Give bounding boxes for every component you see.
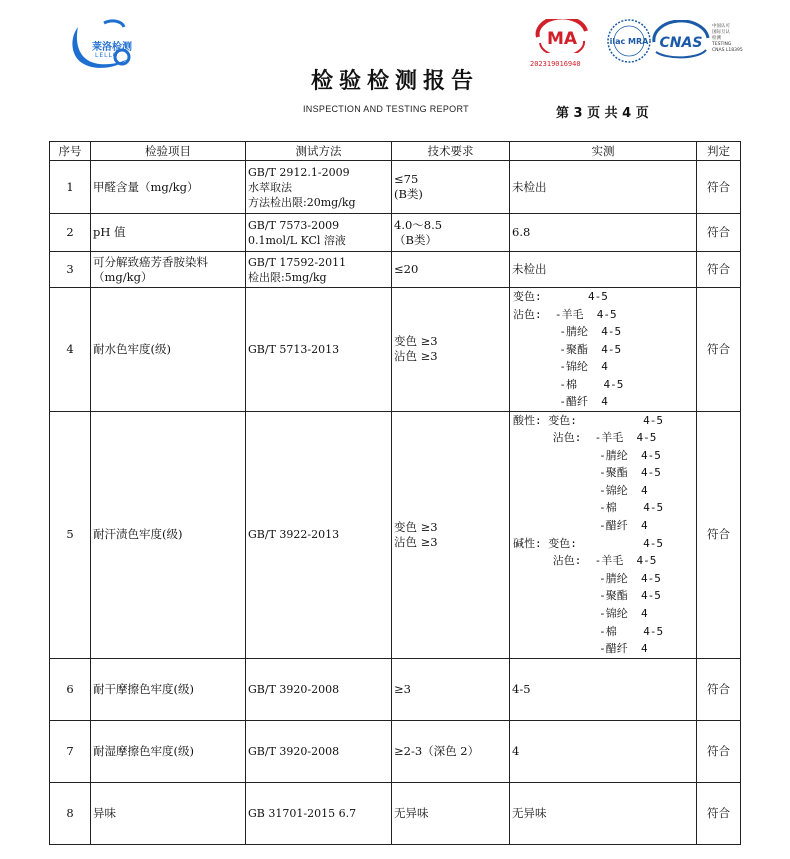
col-header-item: 检验项目 — [91, 142, 246, 161]
row-method — [246, 720, 392, 782]
row-method — [246, 161, 392, 214]
item-line: 耐干摩擦色牢度(级) — [93, 681, 194, 696]
item-line: 异味 — [93, 805, 116, 820]
table-row — [50, 161, 741, 214]
requirement-line: ≥2-3（深色 2） — [394, 743, 480, 758]
row-method — [246, 782, 392, 844]
table-row — [50, 720, 741, 782]
requirement-line: 变色 ≥3 — [394, 519, 438, 534]
col-header-requirement: 技术要求 — [392, 142, 510, 161]
row-method — [246, 288, 392, 412]
cnas-icon — [652, 20, 710, 62]
row-requirement — [392, 720, 510, 782]
item-line: 耐汗渍色牢度(级) — [93, 527, 183, 542]
row-no: 1 — [50, 161, 91, 214]
result-line: -腈纶 4-5 — [513, 325, 622, 338]
method-line: 方法检出限:20mg/kg — [248, 195, 356, 209]
item-line: （mg/kg） — [93, 269, 153, 284]
cnas-side-line: TESTING — [712, 42, 732, 47]
row-verdict: 符合 — [697, 782, 741, 844]
result-line: -醋纤 4 — [513, 519, 648, 533]
col-header-method: 测试方法 — [246, 142, 392, 161]
requirement-line: 沾色 ≥3 — [394, 349, 438, 364]
result-line: -棉 4-5 — [513, 501, 664, 515]
row-requirement — [392, 658, 510, 720]
row-no: 3 — [50, 252, 91, 288]
row-verdict: 符合 — [697, 252, 741, 288]
table-row — [50, 288, 741, 412]
result-line: -棉 4-5 — [513, 624, 664, 638]
method-line: GB/T 3922-2013 — [248, 528, 340, 542]
table-row — [50, 252, 741, 288]
row-item — [91, 720, 246, 782]
row-verdict: 符合 — [697, 658, 741, 720]
result-line: -聚酯 4-5 — [513, 342, 622, 356]
item-line: 可分解致癌芳香胺染料 — [93, 254, 208, 269]
row-result: 未检出 — [510, 161, 697, 214]
cma-mark-icon — [532, 19, 592, 53]
cnas-side-line: CNAS L18395 — [712, 48, 743, 53]
ilac-label: ilac MRA — [609, 37, 649, 46]
result-line: -醋纤 4 — [513, 642, 648, 656]
row-method — [246, 252, 392, 288]
method-line: GB/T 3920-2008 — [248, 744, 340, 758]
row-requirement — [392, 782, 510, 844]
row-result: 6.8 — [510, 214, 697, 252]
result-line: -棉 4-5 — [513, 377, 624, 391]
row-requirement — [392, 161, 510, 214]
requirement-line: 沾色 ≥3 — [394, 534, 438, 549]
results-table — [49, 141, 741, 845]
report-title: 检验检测报告 — [310, 69, 479, 94]
requirement-line: 变色 ≥3 — [394, 334, 438, 349]
table-row — [50, 214, 741, 252]
requirement-line: 无异味 — [394, 805, 429, 820]
row-method — [246, 411, 392, 658]
item-line: 耐湿摩擦色牢度(级) — [93, 743, 194, 758]
row-item — [91, 288, 246, 412]
requirement-line: ≤20 — [394, 262, 419, 276]
row-verdict: 符合 — [697, 161, 741, 214]
method-line: 检出限:5mg/kg — [248, 270, 327, 284]
item-line: pH 值 — [93, 225, 126, 239]
result-line: -锦纶 4 — [513, 483, 648, 497]
row-requirement — [392, 214, 510, 252]
row-no: 4 — [50, 288, 91, 412]
report-subtitle: INSPECTION AND TESTING REPORT — [303, 104, 469, 114]
row-result: 4 — [510, 720, 697, 782]
cnas-side-line: 国际互认 — [712, 30, 730, 35]
row-verdict: 符合 — [697, 720, 741, 782]
row-no: 2 — [50, 214, 91, 252]
row-item — [91, 252, 246, 288]
col-header-result: 实测 — [510, 142, 697, 161]
row-result — [510, 411, 697, 658]
item-line: 甲醛含量（mg/kg） — [93, 179, 199, 194]
table-header-row — [50, 142, 741, 161]
row-result: 4-5 — [510, 658, 697, 720]
result-line: 变色: 4-5 — [513, 290, 608, 303]
method-line: GB 31701-2015 6.7 — [248, 806, 357, 820]
logo-cn-text: 莱洛检测 — [92, 42, 132, 53]
result-line: -醋纤 4 — [513, 395, 608, 408]
result-line: -聚酯 4-5 — [513, 589, 661, 603]
ma-label: MA — [546, 29, 578, 49]
method-line: GB/T 3920-2008 — [248, 682, 340, 696]
result-line: -聚酯 4-5 — [513, 466, 661, 480]
row-requirement — [392, 252, 510, 288]
requirement-line: ≥3 — [394, 681, 411, 696]
requirement-line: （B类） — [394, 232, 437, 247]
result-line: 沾色: -羊毛 4-5 — [513, 431, 657, 445]
ma-number: 202319016940 — [530, 60, 581, 68]
table-row — [50, 411, 741, 658]
method-line: GB/T 7573-2009 — [248, 218, 340, 232]
row-verdict: 符合 — [697, 288, 741, 412]
row-verdict: 符合 — [697, 411, 741, 658]
row-result: 未检出 — [510, 252, 697, 288]
requirement-line: (B类) — [394, 187, 423, 201]
result-line: 沾色: -羊毛 4-5 — [513, 554, 657, 568]
row-requirement — [392, 288, 510, 412]
cnas-side-line: 检测 — [712, 36, 721, 41]
result-line: 酸性: 变色: 4-5 — [513, 413, 663, 427]
item-line: 耐水色牢度(级) — [93, 341, 171, 356]
row-method — [246, 658, 392, 720]
method-line: GB/T 17592-2011 — [248, 255, 347, 269]
row-item — [91, 214, 246, 252]
result-line: -腈纶 4-5 — [513, 448, 661, 462]
row-method — [246, 214, 392, 252]
row-no: 8 — [50, 782, 91, 844]
row-requirement — [392, 411, 510, 658]
table-row — [50, 782, 741, 844]
col-header-no: 序号 — [50, 142, 91, 161]
table-row — [50, 658, 741, 720]
result-line: 碱性: 变色: 4-5 — [513, 536, 663, 550]
logo-en-text: LELLO — [95, 52, 119, 59]
page-info: 第 3 页 共 4 页 — [556, 106, 649, 121]
row-verdict: 符合 — [697, 214, 741, 252]
row-item — [91, 161, 246, 214]
cnas-side-text — [712, 24, 752, 54]
row-result: 无异味 — [510, 782, 697, 844]
result-line: -锦纶 4 — [513, 360, 608, 373]
method-line: 0.1mol/L KCl 溶液 — [248, 233, 346, 247]
requirement-line: 4.0～8.5 — [394, 217, 443, 232]
result-line: -锦纶 4 — [513, 607, 648, 621]
requirement-line: ≤75 — [394, 172, 419, 186]
row-item — [91, 782, 246, 844]
method-line: GB/T 5713-2013 — [248, 342, 340, 356]
row-no: 6 — [50, 658, 91, 720]
method-line: 水萃取法 — [248, 180, 292, 194]
result-line: -腈纶 4-5 — [513, 571, 661, 585]
row-item — [91, 658, 246, 720]
method-line: GB/T 2912.1-2009 — [248, 165, 350, 179]
row-result — [510, 288, 697, 412]
row-no: 5 — [50, 411, 91, 658]
col-header-verdict: 判定 — [697, 142, 741, 161]
ilac-mra-icon — [604, 17, 654, 65]
row-item — [91, 411, 246, 658]
result-line: 沾色: -羊毛 4-5 — [513, 307, 617, 321]
cnas-label: CNAS — [659, 35, 703, 51]
cnas-side-line: 中国认可 — [712, 24, 730, 29]
row-no: 7 — [50, 720, 91, 782]
